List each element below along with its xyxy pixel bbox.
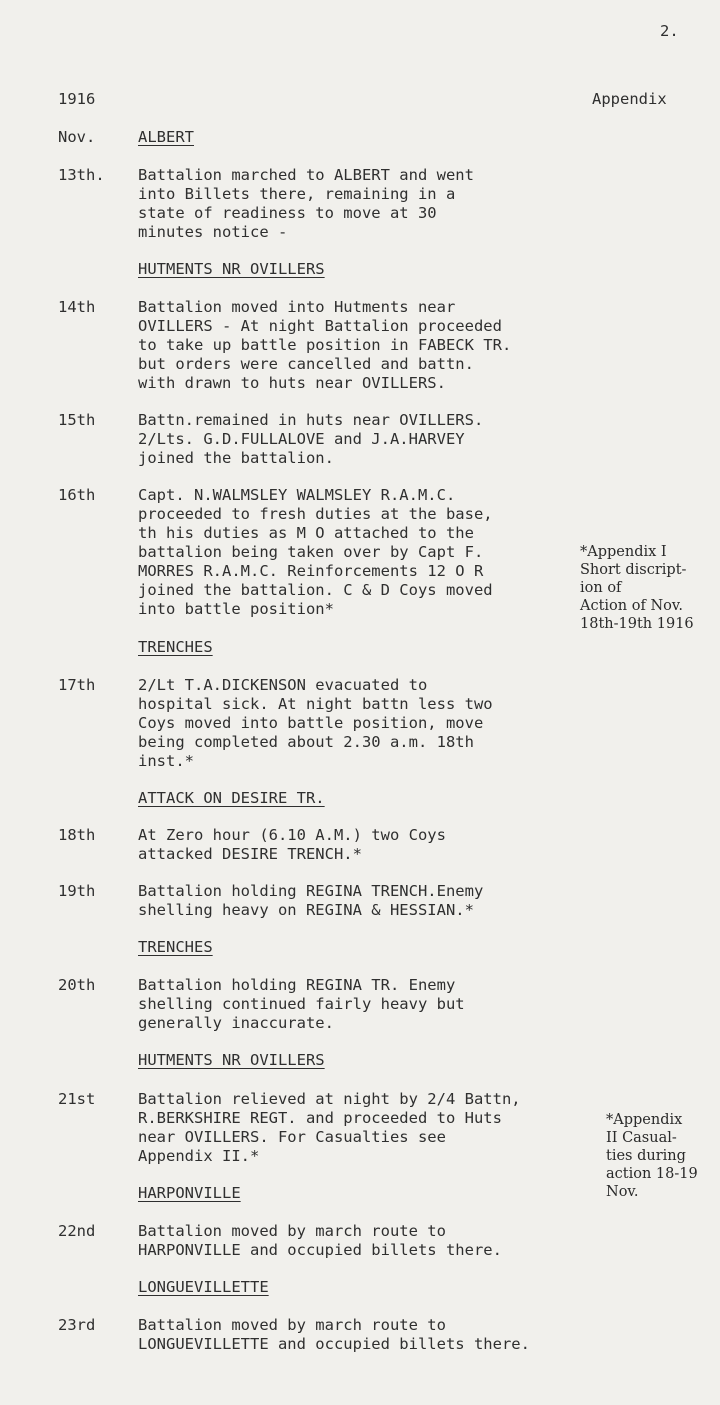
entry-date: 23rd bbox=[58, 1316, 96, 1334]
entry-line: th his duties as M O attached to the bbox=[138, 524, 474, 542]
entry-text bbox=[138, 882, 483, 920]
margin-note-appendix-ii bbox=[606, 1111, 698, 1201]
entry-line: Capt. N.WALMSLEY WALMSLEY R.A.M.C. bbox=[138, 486, 456, 504]
entry-line: into battle position* bbox=[138, 600, 334, 618]
entry-text bbox=[138, 166, 474, 242]
margin-note-line: Nov. bbox=[606, 1184, 639, 1200]
entry-line: minutes notice - bbox=[138, 223, 288, 241]
entry-line: MORRES R.A.M.C. Reinforcements 12 O R bbox=[138, 562, 484, 580]
entry-line: being completed about 2.30 a.m. 18th bbox=[138, 733, 474, 751]
entry-line: shelling continued fairly heavy but bbox=[138, 995, 465, 1013]
heading-trenches: TRENCHES bbox=[138, 938, 213, 956]
margin-note-line: ties during bbox=[606, 1148, 686, 1164]
margin-note-line: action 18-19 bbox=[606, 1166, 698, 1182]
entry-date: 15th bbox=[58, 411, 96, 429]
entry-line: joined the battalion. bbox=[138, 449, 334, 467]
entry-line: R.BERKSHIRE REGT. and proceeded to Huts bbox=[138, 1109, 502, 1127]
margin-note-line: Action of Nov. bbox=[580, 598, 683, 614]
entry-date: 16th bbox=[58, 486, 96, 504]
entry-date: 21st bbox=[58, 1090, 96, 1108]
heading-albert: ALBERT bbox=[138, 128, 194, 146]
appendix-column-header: Appendix bbox=[592, 90, 667, 108]
entry-line: hospital sick. At night battn less two bbox=[138, 695, 493, 713]
entry-text bbox=[138, 826, 446, 864]
entry-text bbox=[138, 411, 483, 468]
entry-text bbox=[138, 976, 465, 1033]
entry-line: Battalion moved by march route to bbox=[138, 1316, 446, 1334]
entry-date: 13th. bbox=[58, 166, 105, 184]
entry-line: into Billets there, remaining in a bbox=[138, 185, 456, 203]
entry-line: joined the battalion. C & D Coys moved bbox=[138, 581, 493, 599]
entry-line: battalion being taken over by Capt F. bbox=[138, 543, 484, 561]
entry-line: At Zero hour (6.10 A.M.) two Coys bbox=[138, 826, 446, 844]
entry-text bbox=[138, 298, 511, 393]
entry-line: Battn.remained in huts near OVILLERS. bbox=[138, 411, 484, 429]
margin-note-line: 18th-19th 1916 bbox=[580, 616, 694, 632]
page-number: 2. bbox=[660, 22, 679, 40]
entry-line: LONGUEVILLETTE and occupied billets there. bbox=[138, 1335, 530, 1353]
entry-line: Battalion moved by march route to bbox=[138, 1222, 446, 1240]
entry-line: OVILLERS - At night Battalion proceeded bbox=[138, 317, 502, 335]
heading-harponville: HARPONVILLE bbox=[138, 1184, 241, 1202]
entry-text bbox=[138, 1090, 521, 1166]
entry-line: state of readiness to move at 30 bbox=[138, 204, 437, 222]
heading-attack-on-desire-tr: ATTACK ON DESIRE TR. bbox=[138, 789, 325, 807]
entry-text bbox=[138, 676, 493, 771]
entry-line: proceeded to fresh duties at the base, bbox=[138, 505, 493, 523]
entry-date: 14th bbox=[58, 298, 96, 316]
entry-line: 2/Lts. G.D.FULLALOVE and J.A.HARVEY bbox=[138, 430, 465, 448]
heading-hutments-nr-ovillers: HUTMENTS NR OVILLERS bbox=[138, 260, 325, 278]
margin-note-line: ion of bbox=[580, 580, 622, 596]
entry-line: Battalion holding REGINA TR. Enemy bbox=[138, 976, 456, 994]
entry-date: 19th bbox=[58, 882, 96, 900]
entry-line: generally inaccurate. bbox=[138, 1014, 334, 1032]
entry-line: Coys moved into battle position, move bbox=[138, 714, 484, 732]
margin-note-line: II Casual- bbox=[606, 1130, 677, 1146]
margin-note-appendix-i bbox=[580, 543, 694, 633]
entry-date: 22nd bbox=[58, 1222, 96, 1240]
entry-line: 2/Lt T.A.DICKENSON evacuated to bbox=[138, 676, 428, 694]
entry-line: HARPONVILLE and occupied billets there. bbox=[138, 1241, 502, 1259]
entry-date: 17th bbox=[58, 676, 96, 694]
entry-line: with drawn to huts near OVILLERS. bbox=[138, 374, 446, 392]
entry-line: attacked DESIRE TRENCH.* bbox=[138, 845, 362, 863]
entry-text bbox=[138, 1222, 502, 1260]
heading-trenches: TRENCHES bbox=[138, 638, 213, 656]
margin-note-line: *Appendix I bbox=[580, 544, 667, 560]
entry-line: shelling heavy on REGINA & HESSIAN.* bbox=[138, 901, 474, 919]
entry-line: to take up battle position in FABECK TR. bbox=[138, 336, 512, 354]
entry-date: 20th bbox=[58, 976, 96, 994]
entry-line: inst.* bbox=[138, 752, 194, 770]
heading-longuevillette: LONGUEVILLETTE bbox=[138, 1278, 269, 1296]
entry-line: but orders were cancelled and battn. bbox=[138, 355, 474, 373]
margin-note-line: Short discript- bbox=[580, 562, 687, 578]
entry-line: Battalion marched to ALBERT and went bbox=[138, 166, 474, 184]
entry-line: Appendix II.* bbox=[138, 1147, 260, 1165]
entry-line: Battalion relieved at night by 2/4 Battn, bbox=[138, 1090, 521, 1108]
month-label: Nov. bbox=[58, 128, 96, 146]
margin-note-line: *Appendix bbox=[606, 1112, 683, 1128]
entry-line: Battalion holding REGINA TRENCH.Enemy bbox=[138, 882, 484, 900]
entry-line: Battalion moved into Hutments near bbox=[138, 298, 456, 316]
heading-hutments-nr-ovillers: HUTMENTS NR OVILLERS bbox=[138, 1051, 325, 1069]
entry-text bbox=[138, 486, 493, 619]
entry-line: near OVILLERS. For Casualties see bbox=[138, 1128, 446, 1146]
year-label: 1916 bbox=[58, 90, 96, 108]
entry-date: 18th bbox=[58, 826, 96, 844]
entry-text bbox=[138, 1316, 530, 1354]
